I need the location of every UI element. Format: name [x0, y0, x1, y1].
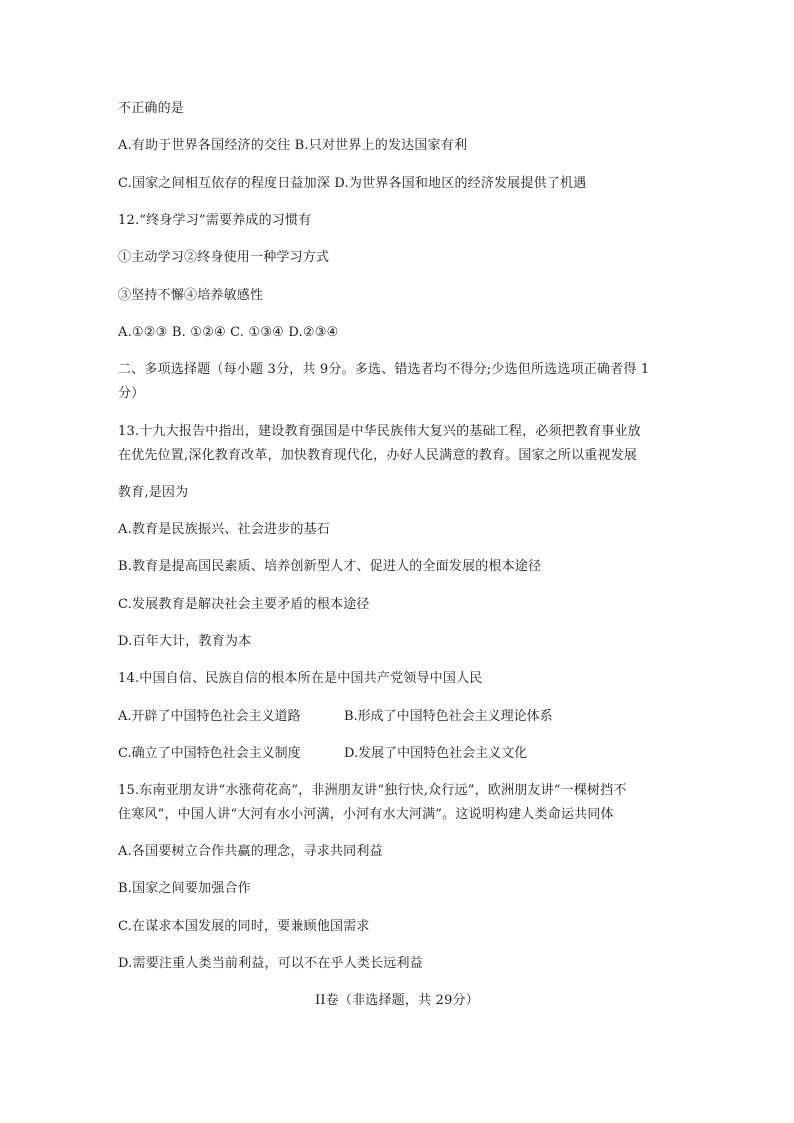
- question-14-option-b: B.形成了中国特色社会主义理论体系: [344, 709, 553, 724]
- question-13-option-c: C.发展教育是解决社会主要矛盾的根本途径: [118, 597, 370, 612]
- question-15-option-c: C.在谋求本国发展的同时，要兼顾他国需求: [118, 919, 370, 934]
- question-11-options-ab: A.有助于世界各国经济的交往 B.只对世界上的发达国家有利: [118, 138, 468, 153]
- question-14-options-cd: [118, 745, 527, 763]
- question-15-stem-2: 住寒风”，中国人讲“大河有水小河满，小河有水大河满”。这说明构建人类命运共同体: [118, 807, 614, 822]
- question-12-stem: 12.“终身学习”需要养成的习惯有: [118, 213, 312, 228]
- question-13-option-a: A.教育是民族振兴、社会进步的基石: [118, 522, 330, 537]
- question-13-stem-2: 在优先位置,深化教育改革，加快教育现代化，办好人民满意的教育。国家之所以重视发展: [118, 448, 638, 463]
- section-2-heading-cont: 分）: [118, 386, 145, 401]
- question-15-option-b: B.国家之间要加强合作: [118, 881, 251, 896]
- section-ii-heading: II卷（非选择题，共 29分）: [315, 993, 479, 1008]
- question-14-option-c: C.确立了中国特色社会主义制度: [118, 746, 301, 761]
- question-15-option-d: D.需要注重人类当前利益，可以不在乎人类长远利益: [118, 956, 423, 971]
- question-13-stem-3: 教育,是因为: [118, 485, 189, 500]
- question-11-stem-end: 不正确的是: [118, 101, 185, 116]
- question-14-stem: 14.中国自信、民族自信的根本所在是中国共产党领导中国人民: [118, 671, 483, 686]
- question-15-stem-1: 15.东南亚朋友讲“水涨荷花高”，非洲朋友讲“独行快,众行远”，欧洲朋友讲“一棵树挡不: [118, 783, 627, 798]
- question-13-stem-1: 13.十九大报告中指出，建设教育强国是中华民族伟大复兴的基础工程，必须把教育事业放: [118, 424, 641, 439]
- question-14-option-d: D.发展了中国特色社会主义文化: [344, 746, 528, 761]
- question-14-option-a: A.开辟了中国特色社会主义道路: [118, 709, 301, 724]
- question-12-items-2: ③坚持不懈④培养敏感性: [118, 288, 264, 303]
- question-12-options: A.①②③ B. ①②④ C. ①③④ D.②③④: [118, 325, 339, 340]
- question-11-options-cd: C.国家之间相互依存的程度日益加深 D.为世界各国和地区的经济发展提供了机遇: [118, 176, 587, 191]
- section-2-heading: 二、多项选择题（每小题 3分，共 9分。多选、错选者均不得分;少选但所选选项正确者得 1: [118, 362, 650, 377]
- question-12-items-1: ①主动学习②终身使用一种学习方式: [118, 250, 330, 265]
- question-14-options-ab: [118, 708, 553, 726]
- question-13-option-b: B.教育是提高国民素质、培养创新型人才、促进人的全面发展的根本途径: [118, 559, 542, 574]
- question-15-option-a: A.各国要树立合作共赢的理念，寻求共同利益: [118, 844, 383, 859]
- question-13-option-d: D.百年大计，教育为本: [118, 634, 252, 649]
